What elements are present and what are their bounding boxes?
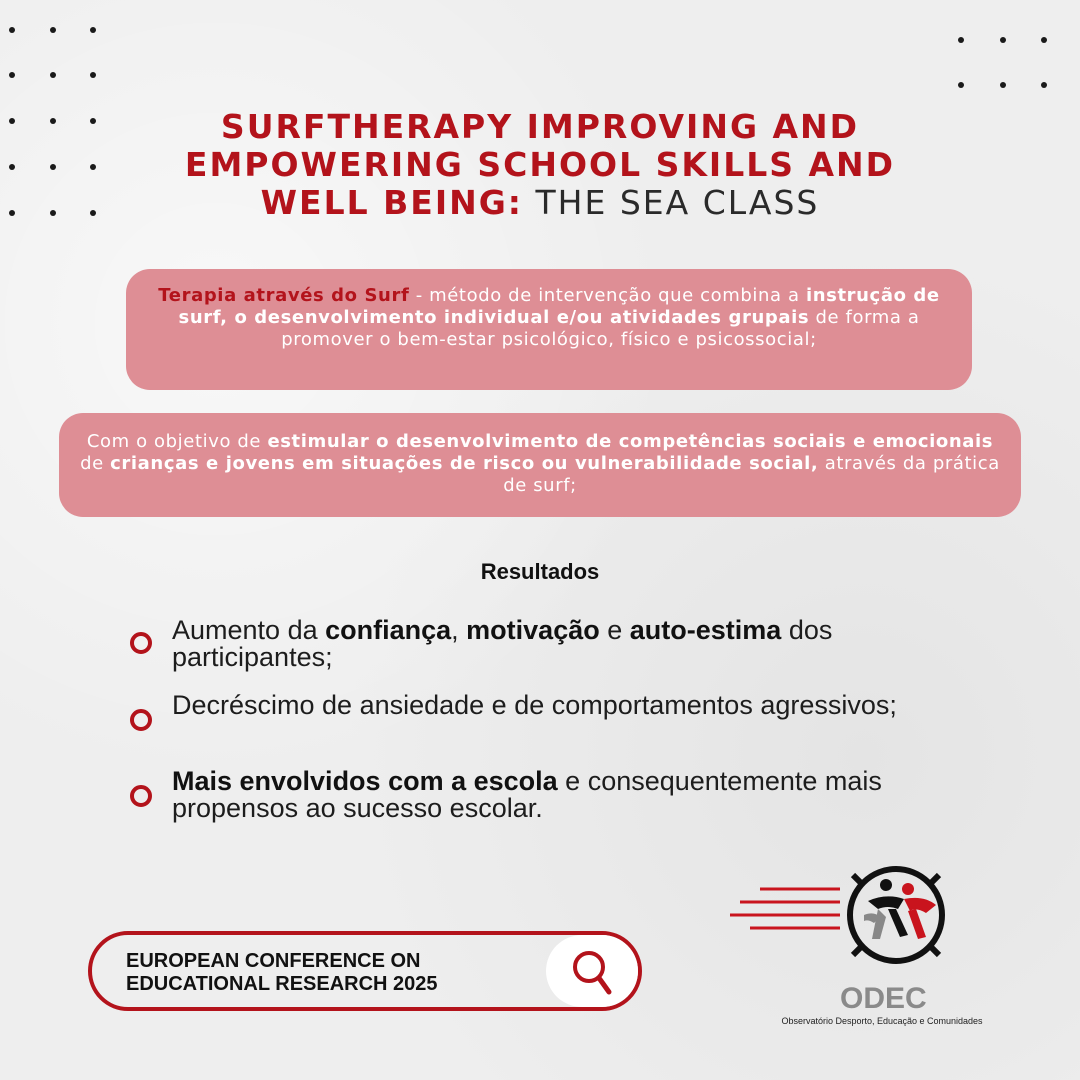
results-heading: Resultados: [480, 559, 600, 584]
figures-icon: [864, 879, 936, 939]
definition-bold-1: instrução de surf, o desenvolvimento individual e/ou atividades grupais: [178, 285, 940, 328]
result-1-bold-b: motivação: [466, 615, 600, 645]
title-highlight: SURFTHERAPY IMPROVING AND EMPOWERING SCHOOL SKILLS AND WELL BEING:: [184, 107, 896, 222]
search-icon: [546, 935, 638, 1007]
result-1-bold-a: confiança: [325, 615, 452, 645]
objective-text-2: de: [80, 453, 111, 474]
objective-bold-2: crianças e jovens em situações de risco ou vulnerabilidade social,: [110, 453, 819, 474]
result-text: [172, 617, 932, 671]
objective-text-3: através da prática de surf;: [503, 453, 1000, 496]
bullet-ring-icon: [130, 709, 152, 731]
logo-subtitle: Observatório Desporto, Educação e Comunidades: [781, 1016, 983, 1026]
result-3-bold: Mais envolvidos com a escola: [172, 766, 558, 796]
objective-text-1: Com o objetivo de: [86, 431, 268, 452]
objective-box: [59, 413, 1021, 517]
objective-bold-1: estimular o desenvolvimento de competências sociais e emocionais: [267, 431, 994, 452]
logo-name: ODEC: [840, 982, 927, 1015]
bullet-ring-icon: [130, 785, 152, 807]
result-1-text-a: Aumento da: [172, 615, 326, 645]
result-1-text-d: dos participantes;: [172, 615, 833, 672]
result-text: [172, 768, 932, 822]
definition-box: [126, 269, 972, 390]
result-1-bold-c: auto-estima: [629, 615, 782, 645]
result-2-text: Decréscimo de ansiedade e de comportamentos agressivos;: [172, 690, 897, 720]
result-3-text: e consequentemente mais propensos ao sucesso escolar.: [172, 766, 882, 823]
page-title: [140, 108, 940, 222]
result-1-text-b: ,: [451, 615, 467, 645]
result-1-text-c: e: [599, 615, 630, 645]
definition-text-1: - método de intervenção que combina a: [409, 285, 806, 306]
definition-term: Terapia através do Surf: [158, 285, 410, 306]
definition-text-2: de forma a promover o bem-estar psicológico, físico e psicossocial;: [281, 307, 920, 350]
bullet-ring-icon: [130, 632, 152, 654]
search-button[interactable]: [546, 935, 638, 1007]
conference-search-label: EUROPEAN CONFERENCE ON EDUCATIONAL RESEARCH 2025: [126, 950, 438, 995]
speed-lines-icon: [730, 889, 840, 928]
title-subtitle: THE SEA CLASS: [535, 183, 820, 222]
result-text: [172, 692, 932, 719]
